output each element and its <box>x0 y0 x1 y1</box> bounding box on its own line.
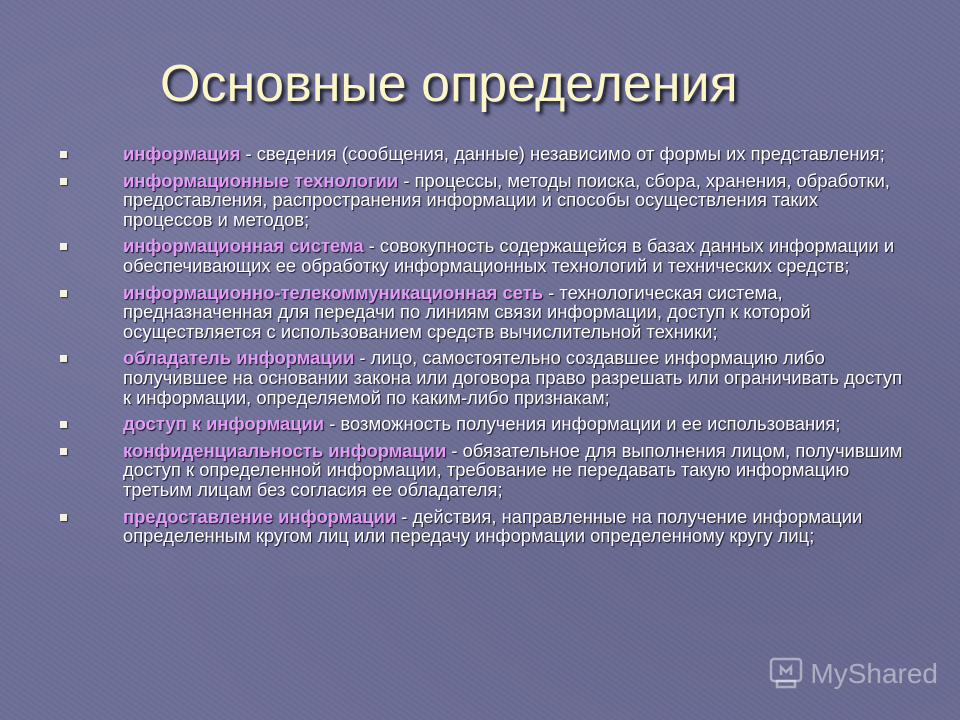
definition-term: информационные технологии <box>123 169 399 191</box>
slide-title: Основные определения <box>160 55 738 113</box>
definition-term: информационная система <box>123 235 364 257</box>
definition-item <box>60 414 910 434</box>
definition-item <box>60 441 910 500</box>
definitions-list <box>60 144 910 553</box>
definition-text: - технологическая система, предназначенная для передачи по линиям связи информации, доступ к которой осуществляется с использованием средств вычислительной техники; <box>123 281 811 342</box>
bullet-square-icon <box>60 514 67 521</box>
definition-item <box>60 283 910 342</box>
definition-item <box>60 171 910 230</box>
myshared-logo-icon <box>768 656 804 692</box>
watermark <box>768 656 938 692</box>
definition-item <box>60 507 910 546</box>
definition-term: предоставление информации <box>123 505 397 527</box>
definition-item <box>60 348 910 407</box>
definition-text: - возможность получения информации и ее использования; <box>324 413 841 435</box>
definition-term: информация <box>123 143 241 164</box>
bullet-square-icon <box>60 421 67 428</box>
definition-term: конфиденциальность информации <box>123 439 447 461</box>
definition-text: - лицо, самостоятельно создавшее информацию либо получившее на основании закона или договора право разрешать или ограничивать доступ к информации, определяемой по каким-либо признакам; <box>123 347 903 408</box>
bullet-square-icon <box>60 178 67 185</box>
definition-text: - процессы, методы поиска, сбора, хранения, обработки, предоставления, распространения информации и способы осуществления таких процессов и методов; <box>123 169 890 230</box>
bullet-square-icon <box>60 243 67 250</box>
definition-text: - действия, направленные на получение информации определенным кругом лиц или передачу информации определенному кругу лиц; <box>123 505 863 547</box>
definition-term: обладатель информации <box>123 347 355 369</box>
definition-text: - обязательное для выполнения лицом, получившим доступ к определенной информации, требование не передавать такую информацию третьим лицам без согласия ее обладателя; <box>123 439 903 500</box>
bullet-square-icon <box>60 290 67 297</box>
definition-term: доступ к информации <box>123 413 325 435</box>
definition-item <box>60 144 910 164</box>
bullet-square-icon <box>60 355 67 362</box>
bullet-square-icon <box>60 151 67 158</box>
definition-text: - сведения (сообщения, данные) независимо от формы их представления; <box>240 143 885 164</box>
definition-term: информационно-телекоммуникационная сеть <box>123 281 544 303</box>
bullet-square-icon <box>60 448 67 455</box>
definition-text: - совокупность содержащейся в базах данных информации и обеспечивающих ее обработку информационных технологий и технических средств; <box>123 235 895 276</box>
definition-item <box>60 236 910 275</box>
watermark-text: MyShared <box>810 658 938 689</box>
